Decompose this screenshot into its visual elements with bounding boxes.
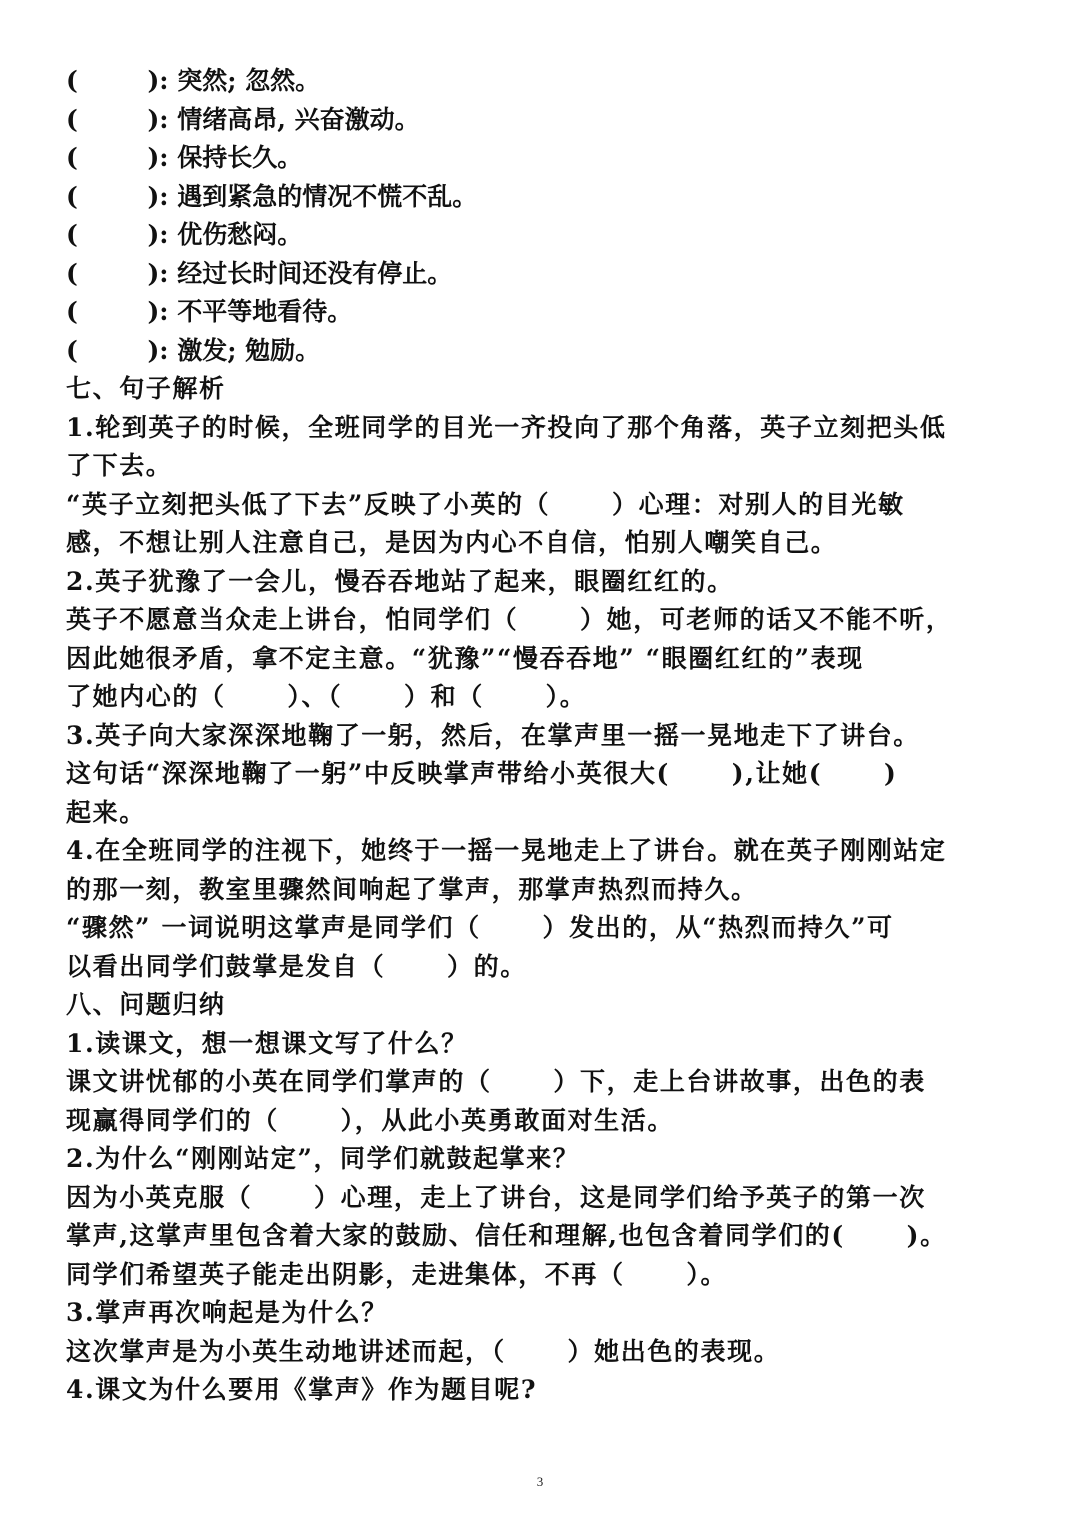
text-line: 1.读课文，想一想课文写了什么？ [66, 1028, 468, 1058]
definition-line: ( ): 经过长时间还没有停止。 [66, 258, 453, 288]
text-line: 英子不愿意当众走上讲台，怕同学们（ ）她，可老师的话又不能不听， [66, 605, 953, 634]
text-line: 以看出同学们鼓掌是发自（ ）的。 [66, 951, 527, 981]
text-line: 4.在全班同学的注视下，她终于一摇一晃地走上了讲台。就在英子刚刚站定 [66, 836, 947, 865]
definition-line: ( ): 突然; 忽然。 [66, 66, 321, 95]
text-line: 这次掌声是为小英生动地讲述而起，（ ）她出色的表现。 [66, 1336, 781, 1366]
text-line: 因此她很矛盾，拿不定主意。“犹豫”“慢吞吞地” “眼圈红红的”表现 [66, 643, 864, 673]
text-line: 课文讲忧郁的小英在同学们掌声的（ ）下，走上台讲故事，出色的表 [66, 1067, 926, 1096]
section-sentence-analysis [66, 370, 1020, 986]
text-line: 3.掌声再次响起是为什么？ [66, 1298, 388, 1327]
definition-line: ( ): 遇到紧急的情况不慌不乱。 [66, 181, 478, 211]
text-line: 了她内心的（ ）、（ ）和（ ）。 [66, 682, 587, 711]
text-line: 1.轮到英子的时候，全班同学的目光一齐投向了那个角落，英子立刻把头低 [66, 412, 947, 442]
section-heading: 八、问题归纳 [66, 990, 226, 1019]
text-line: 3.英子向大家深深地鞠了一躬，然后，在掌声里一摇一晃地走下了讲台。 [66, 720, 920, 750]
text-line: 的那一刻，教室里骤然间响起了掌声，那掌声热烈而持久。 [66, 874, 758, 904]
text-line: 这句话“深深地鞠了一躬”中反映掌声带给小英很大( ),让她( ) [66, 759, 898, 788]
definition-line: ( ): 保持长久。 [66, 143, 303, 172]
definition-line: ( ): 激发; 勉励。 [66, 335, 321, 365]
text-line: 4.课文为什么要用《掌声》作为题目呢? [66, 1375, 538, 1404]
text-line: 掌声,这掌声里包含着大家的鼓励、信任和理解,也包含着同学们的( )。 [66, 1221, 947, 1250]
text-line: 2.为什么“刚刚站定”，同学们就鼓起掌来？ [66, 1144, 580, 1173]
text-line: 同学们希望英子能走出阴影，走进集体，不再（ ）。 [66, 1259, 728, 1289]
definition-line: ( ): 情绪高昂, 兴奋激动。 [66, 104, 420, 134]
text-line: “骤然” 一词说明这掌声是同学们（ ）发出的，从“热烈而持久”可 [66, 913, 894, 942]
text-line: 起来。 [66, 797, 146, 827]
page-number: 3 [536, 1474, 544, 1489]
text-line: 了下去。 [66, 451, 173, 480]
section-question-summary [66, 986, 1020, 1410]
definition-line: ( ): 不平等地看待。 [66, 297, 353, 326]
text-line: 因为小英克服（ ）心理，走上了讲台，这是同学们给予英子的第一次 [66, 1182, 926, 1212]
definition-list [66, 62, 1020, 370]
section-heading: 七、句子解析 [66, 374, 226, 403]
text-line: 感，不想让别人注意自己，是因为内心不自信，怕别人嘲笑自己。 [66, 528, 838, 557]
text-line: “英子立刻把头低了下去”反映了小英的（ ）心理：对别人的目光敏 [66, 489, 905, 519]
text-line: 2.英子犹豫了一会儿，慢吞吞地站了起来，眼圈红红的。 [66, 566, 734, 596]
definition-line: ( ): 优伤愁闷。 [66, 220, 303, 249]
text-line: 现赢得同学们的（ ），从此小英勇敢面对生活。 [66, 1105, 674, 1135]
